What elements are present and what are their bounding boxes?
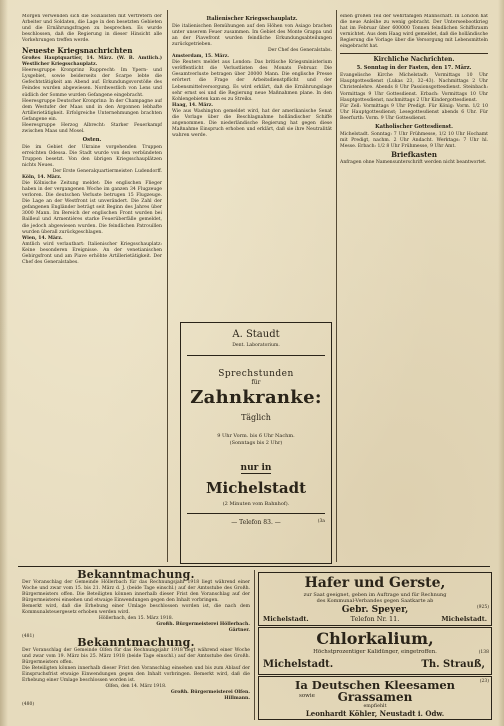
notice1-text2: Bemerkt wird, daß die Erhebung einer Umlage beschlossen worden ist, die nach dem Kommunalsteuergesetz erhoben werden wird.: [22, 604, 250, 615]
dentist-name: A. Staudt: [232, 329, 280, 340]
oats-barley-town-left: Michelstadt.: [263, 615, 309, 623]
potash-subtitle: Höchstprozentiger Kalidünger, eingetroffen.: [313, 649, 437, 655]
notice1-sign2: Gärtner.: [228, 628, 250, 633]
oats-barley-code: (925): [476, 605, 489, 610]
catholic-service-text: Michelstadt. Sonntag: 7 Uhr Frühmesse, 1/2 10 Uhr Hochamt mit Predigt, nachm. 2 Uhr Andacht. Werktags: 7 Uhr hl. Messe. Erbach: 1/2 8 Uhr Frühmesse, 9 Uhr Amt.: [340, 131, 488, 149]
dentist-rule: [187, 355, 325, 356]
notice1-title: Bekanntmachung.: [77, 568, 195, 581]
clover-seed-sowie: sowie: [299, 693, 315, 699]
potash-title: Chlorkalium,: [316, 629, 434, 648]
col3-rule: [340, 53, 488, 54]
dentist-telephone: — Telefon 83. —: [231, 519, 281, 526]
consultation-hours-label: Sprechstunden: [218, 369, 294, 379]
potash-town: Michelstadt.: [263, 659, 334, 670]
oats-barley-town-right: Michelstadt.: [441, 615, 487, 623]
oats-barley-firm: Gebr. Speyer,: [341, 605, 409, 615]
potash-code: (138: [478, 650, 489, 655]
wien-text: Amtlich wird verlautbart: Italienischer Kriegsschauplatz: Keine besonderen Ereignisse. An der venetianischen Gebirgsfront und am Piave erhöhte Artillerietätigkeit. Der Chef des Generalstabes.: [22, 241, 162, 265]
hq1-text3: Heeresgruppe Herzog Albrecht: Starker Feuerkampf zwischen Maas und Mosel.: [22, 122, 162, 134]
oats-barley-telephone: Telefon Nr. 11.: [350, 615, 400, 623]
catholic-service-heading: Katholischer Gottesdienst.: [375, 123, 453, 130]
italian-front-text: Die italienischen Bemühungen auf den Höhen von Asiago brachen unter unserem Feuer zusammen. Im Gebiet des Monte Grappa und an der Piavefront wurden feindliche Erkundungsabteilungen zurückgetrieben.: [172, 24, 332, 48]
section-divider: [18, 566, 490, 567]
osten-title: Osten.: [82, 136, 102, 143]
haag-text: Wie aus Washington gemeldet wird, hat der amerikanische Senat die Vorlage über die Beschlagnahme holländischer Schiffe angenommen. Die niederländische Regierung hat gegen diese Maßnahme Einspruch erhoben und erklärt, daß sie ihre Neutralität wahren werde.: [172, 108, 332, 138]
church-news-heading: Kirchliche Nachrichten.: [373, 56, 455, 64]
church-text2: Für Zell: Vormittags 9 Uhr Predigt. Für König: Vorm. 1/2 10 Uhr Hauptgottesdienst; Lesegottesdienst abends 6 Uhr. Für Beerfurth: Vorm. 9 Uhr Gottesdienst.: [340, 103, 488, 121]
notice1-text: Der Voranschlag der Gemeinde Höllerbach für das Rechnungsjahr 1918 liegt während einer Woche und zwar vom 15. bis 21. März d. J. (beide Tage einschl.) auf der Amtsstube des Großh. Bürgermeisters offen. Die Beteiligten können innerhalb dieser Frist den Voranschlag auf der Bürgermeisterei einsehen und etwaige Einwendungen gegen den Inhalt vorbringen.: [22, 580, 250, 603]
notice-hoellerbach: [22, 568, 250, 640]
oats-barley-title: Hafer und Gerste,: [304, 575, 446, 591]
notice2-text2: Die Beteiligten können innerhalb dieser Frist den Voranschlag einsehen und bis zum Ablauf der Einspruchsfrist etwaige Einwendungen gegen den Inhalt vorbringen. Bemerkt wird, daß die Erhebung einer Umlage beschlossen worden ist.: [22, 666, 250, 683]
notice2-text: Der Voranschlag der Gemeinde Olfen für das Rechnungsjahr 1918 liegt während einer Woche und zwar vom 19. März bis 25. März 1918 (beide Tage einschl.) auf der Amtsstube des Großh. Bürgermeisters offen.: [22, 648, 250, 665]
grass-seed-title: Grassamen: [337, 690, 413, 704]
notice2-sign1: Großh. Bürgermeisterei Olfen.: [170, 690, 250, 695]
notice2-title: Bekanntmachung.: [77, 636, 195, 649]
clover-seed-code: (23): [479, 679, 489, 684]
potash-advertisement: [258, 627, 492, 675]
italian-front-heading: Italienischer Kriegsschauplatz.: [206, 16, 298, 22]
bottom-divider: [254, 570, 255, 720]
clover-seed-advertisement: [258, 676, 492, 720]
letterbox-heading: Briefkasten: [391, 149, 437, 159]
only-in-label: nur in: [240, 463, 272, 473]
haag-title: Haag, 14. März.: [172, 102, 213, 108]
church-date: 5. Sonntag in der Fasten, den 17. März.: [356, 65, 472, 72]
clover-seed-recommends: empfiehlt: [363, 704, 387, 709]
dentist-advertisement: [180, 322, 332, 564]
wien-title: Wien, 14. März.: [22, 235, 63, 241]
column-war-news: [22, 14, 162, 556]
hours-text: [181, 433, 331, 447]
notice1-code: (481): [22, 634, 35, 639]
war-news-heading: Neueste Kriegsnachrichten: [22, 46, 133, 56]
dentist-ad-code: (3a: [317, 519, 325, 524]
column-church-news: [340, 14, 488, 556]
clover-seed-title: Ia Deutschen Kleesamen: [294, 678, 456, 692]
for-label: für: [251, 379, 261, 386]
daily-label: Täglich: [241, 413, 271, 422]
oats-barley-text2: des Kommunal-Verbandes gegen Saatkarte ab: [316, 598, 434, 604]
hq1-title: Großes Hauptquartier, 14. März. (W. B. Amtlich.) Westlicher Kriegsschauplatz.: [22, 56, 162, 68]
church-text: Evangelische Kirche Michelstadt: Vormittags 10 Uhr Hauptgottesdienst (Lukas 23, 32–43). Nachmittags 2 Uhr Christenlehre. Abends 8 Uhr Passionsgottesdienst. Steinbach: Vormittags 9 Uhr Gottesdienst. Erbach: Vormittags 10 Uhr Hauptgottesdienst, nachmittags 2 Uhr Kindergottesdienst.: [340, 73, 488, 103]
hq1-text: Heeresgruppe Kronprinz Rupprecht: Im Ypern- und Lysgebiet, sowie beiderseits der Scarpe lebte die Gefechtstätigkeit am Abend auf. Erkundungsvorstöße des Feindes wurden abgewiesen. Nordwestlich von Lens und südlich der Somme wurden Gefangene eingebracht.: [22, 68, 162, 98]
koeln-text: Die Kölnische Zeitung meldet: Die englischen Flieger haben in der vergangenen Woche im ganzen 34 Flugzeuge verloren. Die deutschen Verluste betrugen 15 Flugzeuge. Die Lage an der Westfront ist unverändert. Die Zahl der gefangenen Engländer beträgt seit Beginn des Jahres über 3000 Mann. Im Bereich der englischen Front wurden bei Bailleul und Armentières starke Feuerüberfälle gemeldet, die jedoch abgewiesen wurden. Die feindlichen Patrouillen wurden überall zurückgeschlagen.: [22, 181, 162, 235]
notice1-place: Höllerbach, den 15. März 1918.: [98, 616, 174, 621]
oats-barley-text1: zur Saat geeignet, geben im Auftrage und für Rechnung: [303, 592, 447, 598]
dentist-distance: (2 Minuten vom Bahnhof).: [222, 501, 290, 507]
notice2-place: Olfen, den 14. März 1918.: [105, 684, 167, 689]
hq1-text2: Heeresgruppe Deutscher Kronprinz: In der Champagne auf dem Westufer der Maas und in den Argonnen lebhafte Artillerietätigkeit. Erfolgreiche Unternehmungen brachten Gefangene ein.: [22, 98, 162, 122]
hours-sunday: (Sonntags bis 2 Uhr): [229, 440, 283, 446]
oats-barley-advertisement: [258, 572, 492, 626]
page-fold-shadow-right: [498, 0, 504, 726]
amsterdam-title: Amsterdam, 15. März.: [172, 54, 230, 60]
dentist-rule-2: [187, 513, 325, 514]
column-divider-1: [167, 10, 168, 562]
column-middle-news: [172, 14, 332, 330]
hours-weekday: 9 Uhr Vorm. bis 6 Uhr Nachm.: [217, 433, 295, 439]
amsterdam-text: Die Reuters meldet aus London: Das britische Kriegsministerium veröffentlicht die Verlustlisten des Monats Februar. Die Gesamtverluste betragen über 20000 Mann. Die englische Presse erörtert die Frage der Arbeitsdienstpflicht und der Lebensmittelversorgung. Es wird erklärt, daß die Ernährungslage sehr ernst sei und die Regierung neue Maßnahmen plane. In den Kohlengebieten kam es zu Streiks.: [172, 60, 332, 102]
page-fold-shadow-left: [0, 0, 8, 726]
col3-intro: einen großen Teil der wehrfähigen Mannschaft. In London hat die neue Anleihe zu wenig gebracht. Der Unterseebootkrieg hat im Februar über 600000 Tonnen feindlichen Schiffsraum vernichtet. Aus dem Haag wird gemeldet, daß die holländische Regierung die Vorlage über die Versorgung mit Lebensmitteln eingebracht hat.: [340, 14, 488, 50]
notice2-code: (480): [22, 702, 35, 707]
potash-firm: Th. Strauß,: [421, 659, 485, 670]
italian-front-signature: Der Chef des Generalstabs.: [267, 48, 332, 54]
osten-text: Die im Gebiet der Ukraine vorgehenden Truppen erreichten Odessa. Die Stadt wurde von den verbündeten Truppen besetzt. Von den übrigen Kriegsschauplätzen nichts Neues.: [22, 144, 162, 169]
col1-intro: Morgen verwenden sich die Sozialisten mit Vertretern der Arbeiter und Soldaten, die Lage in den besetzten Gebieten und die Ernährungsfragen zu besprechen. Es wurde beschlossen, daß die Regierung in dieser Hinsicht alle Vorkehrungen treffen werde.: [22, 14, 162, 44]
letterbox-text: Anfragen ohne Namensunterschrift werden nicht beantwortet.: [340, 159, 487, 165]
dental-patients-label: Zahnkranke:: [190, 387, 322, 408]
dentist-title: Dent. Laboratorium.: [232, 343, 280, 348]
koeln-title: Köln, 14. März.: [22, 175, 62, 181]
notice2-sign2: Hillmann.: [224, 696, 250, 701]
column-divider-2: [336, 10, 337, 562]
general-signature: Der Erste Generalquartiermeister: Ludendorff.: [52, 169, 162, 175]
dentist-town: Michelstadt: [205, 479, 307, 497]
notice1-sign1: Großh. Bürgermeisterei Höllerbach.: [156, 622, 250, 627]
clover-seed-firm: Leonhardt Köhler, Neustadt i. Odw.: [305, 709, 445, 718]
